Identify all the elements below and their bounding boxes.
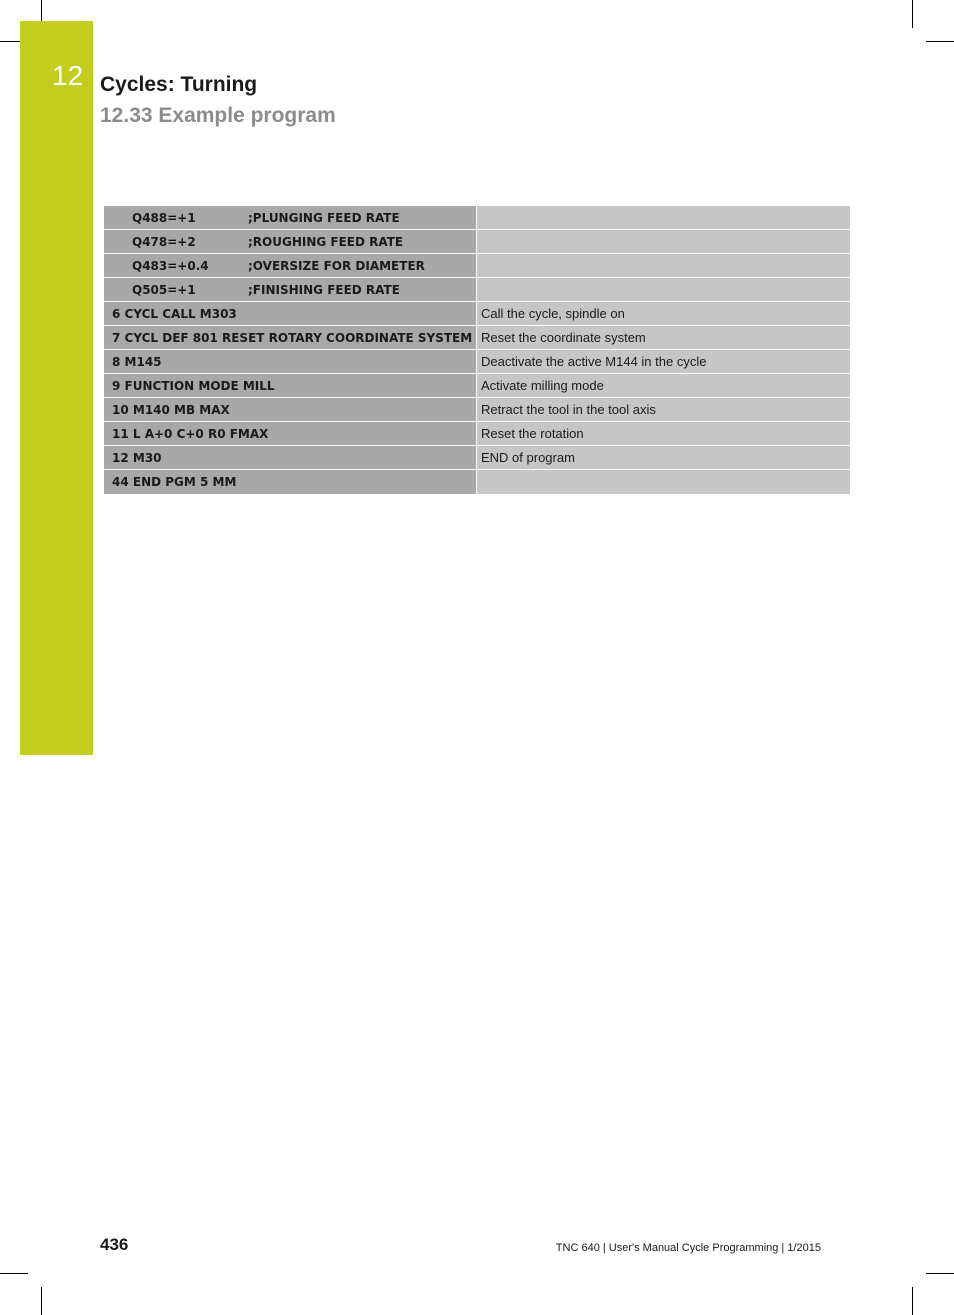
parameter-comment: ;FINISHING FEED RATE [248, 282, 400, 297]
table-row [104, 350, 850, 374]
table-row [104, 230, 850, 254]
description-cell [477, 470, 850, 494]
section-title: 12.33 Example program [100, 104, 336, 127]
nc-block-code: 7 CYCL DEF 801 RESET ROTARY COORDINATE SYSTEM [112, 330, 473, 345]
description-cell: Deactivate the active M144 in the cycle [477, 350, 850, 373]
parameter-comment: ;ROUGHING FEED RATE [248, 234, 404, 249]
table-row [104, 446, 850, 470]
parameter-comment: ;OVERSIZE FOR DIAMETER [248, 258, 425, 273]
parameter-code: Q483=+0.4 [132, 258, 209, 273]
chapter-color-bar [20, 21, 93, 755]
chapter-number: 12 [52, 60, 84, 91]
description-cell [477, 230, 850, 253]
nc-block-code: 10 M140 MB MAX [112, 402, 230, 417]
parameter-code: Q488=+1 [132, 210, 196, 225]
program-code-cell [104, 230, 477, 253]
description-cell: Activate milling mode [477, 374, 850, 397]
program-code-cell [104, 470, 477, 494]
nc-block-code: 12 M30 [112, 450, 162, 465]
page-number: 436 [100, 1235, 129, 1254]
example-program-table [104, 206, 850, 494]
nc-block-code: 44 END PGM 5 MM [112, 475, 237, 489]
description-cell: END of program [477, 446, 850, 469]
table-row [104, 302, 850, 326]
parameter-comment: ;PLUNGING FEED RATE [248, 210, 400, 225]
footer-text: TNC 640 | User's Manual Cycle Programming | 1/2015 [555, 1242, 821, 1254]
nc-block-code: 11 L A+0 C+0 R0 FMAX [112, 426, 269, 441]
table-row [104, 398, 850, 422]
program-code-cell [104, 422, 477, 445]
program-code-cell [104, 206, 477, 229]
crop-mark [926, 41, 954, 42]
program-code-cell [104, 374, 477, 397]
nc-block-code: 6 CYCL CALL M303 [112, 306, 237, 321]
description-cell [477, 206, 850, 229]
table-row [104, 206, 850, 230]
table-row [104, 254, 850, 278]
description-cell: Retract the tool in the tool axis [477, 398, 850, 421]
program-code-cell [104, 326, 477, 349]
program-code-cell [104, 398, 477, 421]
parameter-code: Q505=+1 [132, 282, 196, 297]
nc-block-code: 8 M145 [112, 354, 162, 369]
chapter-title: Cycles: Turning [100, 73, 258, 96]
table-row [104, 470, 850, 494]
crop-mark [0, 1273, 28, 1274]
crop-mark [912, 1287, 913, 1315]
crop-mark [41, 1287, 42, 1315]
parameter-code: Q478=+2 [132, 234, 196, 249]
program-code-cell [104, 446, 477, 469]
program-code-cell [104, 254, 477, 277]
program-code-cell [104, 278, 477, 301]
description-cell [477, 278, 850, 301]
table-row [104, 278, 850, 302]
nc-block-code: 9 FUNCTION MODE MILL [112, 378, 275, 393]
description-cell: Reset the rotation [477, 422, 850, 445]
program-code-cell [104, 302, 477, 325]
table-row [104, 374, 850, 398]
crop-mark [912, 0, 913, 28]
description-cell [477, 254, 850, 277]
program-code-cell [104, 350, 477, 373]
crop-mark [926, 1273, 954, 1274]
description-cell: Reset the coordinate system [477, 326, 850, 349]
description-cell: Call the cycle, spindle on [477, 302, 850, 325]
table-row [104, 326, 850, 350]
table-row [104, 422, 850, 446]
